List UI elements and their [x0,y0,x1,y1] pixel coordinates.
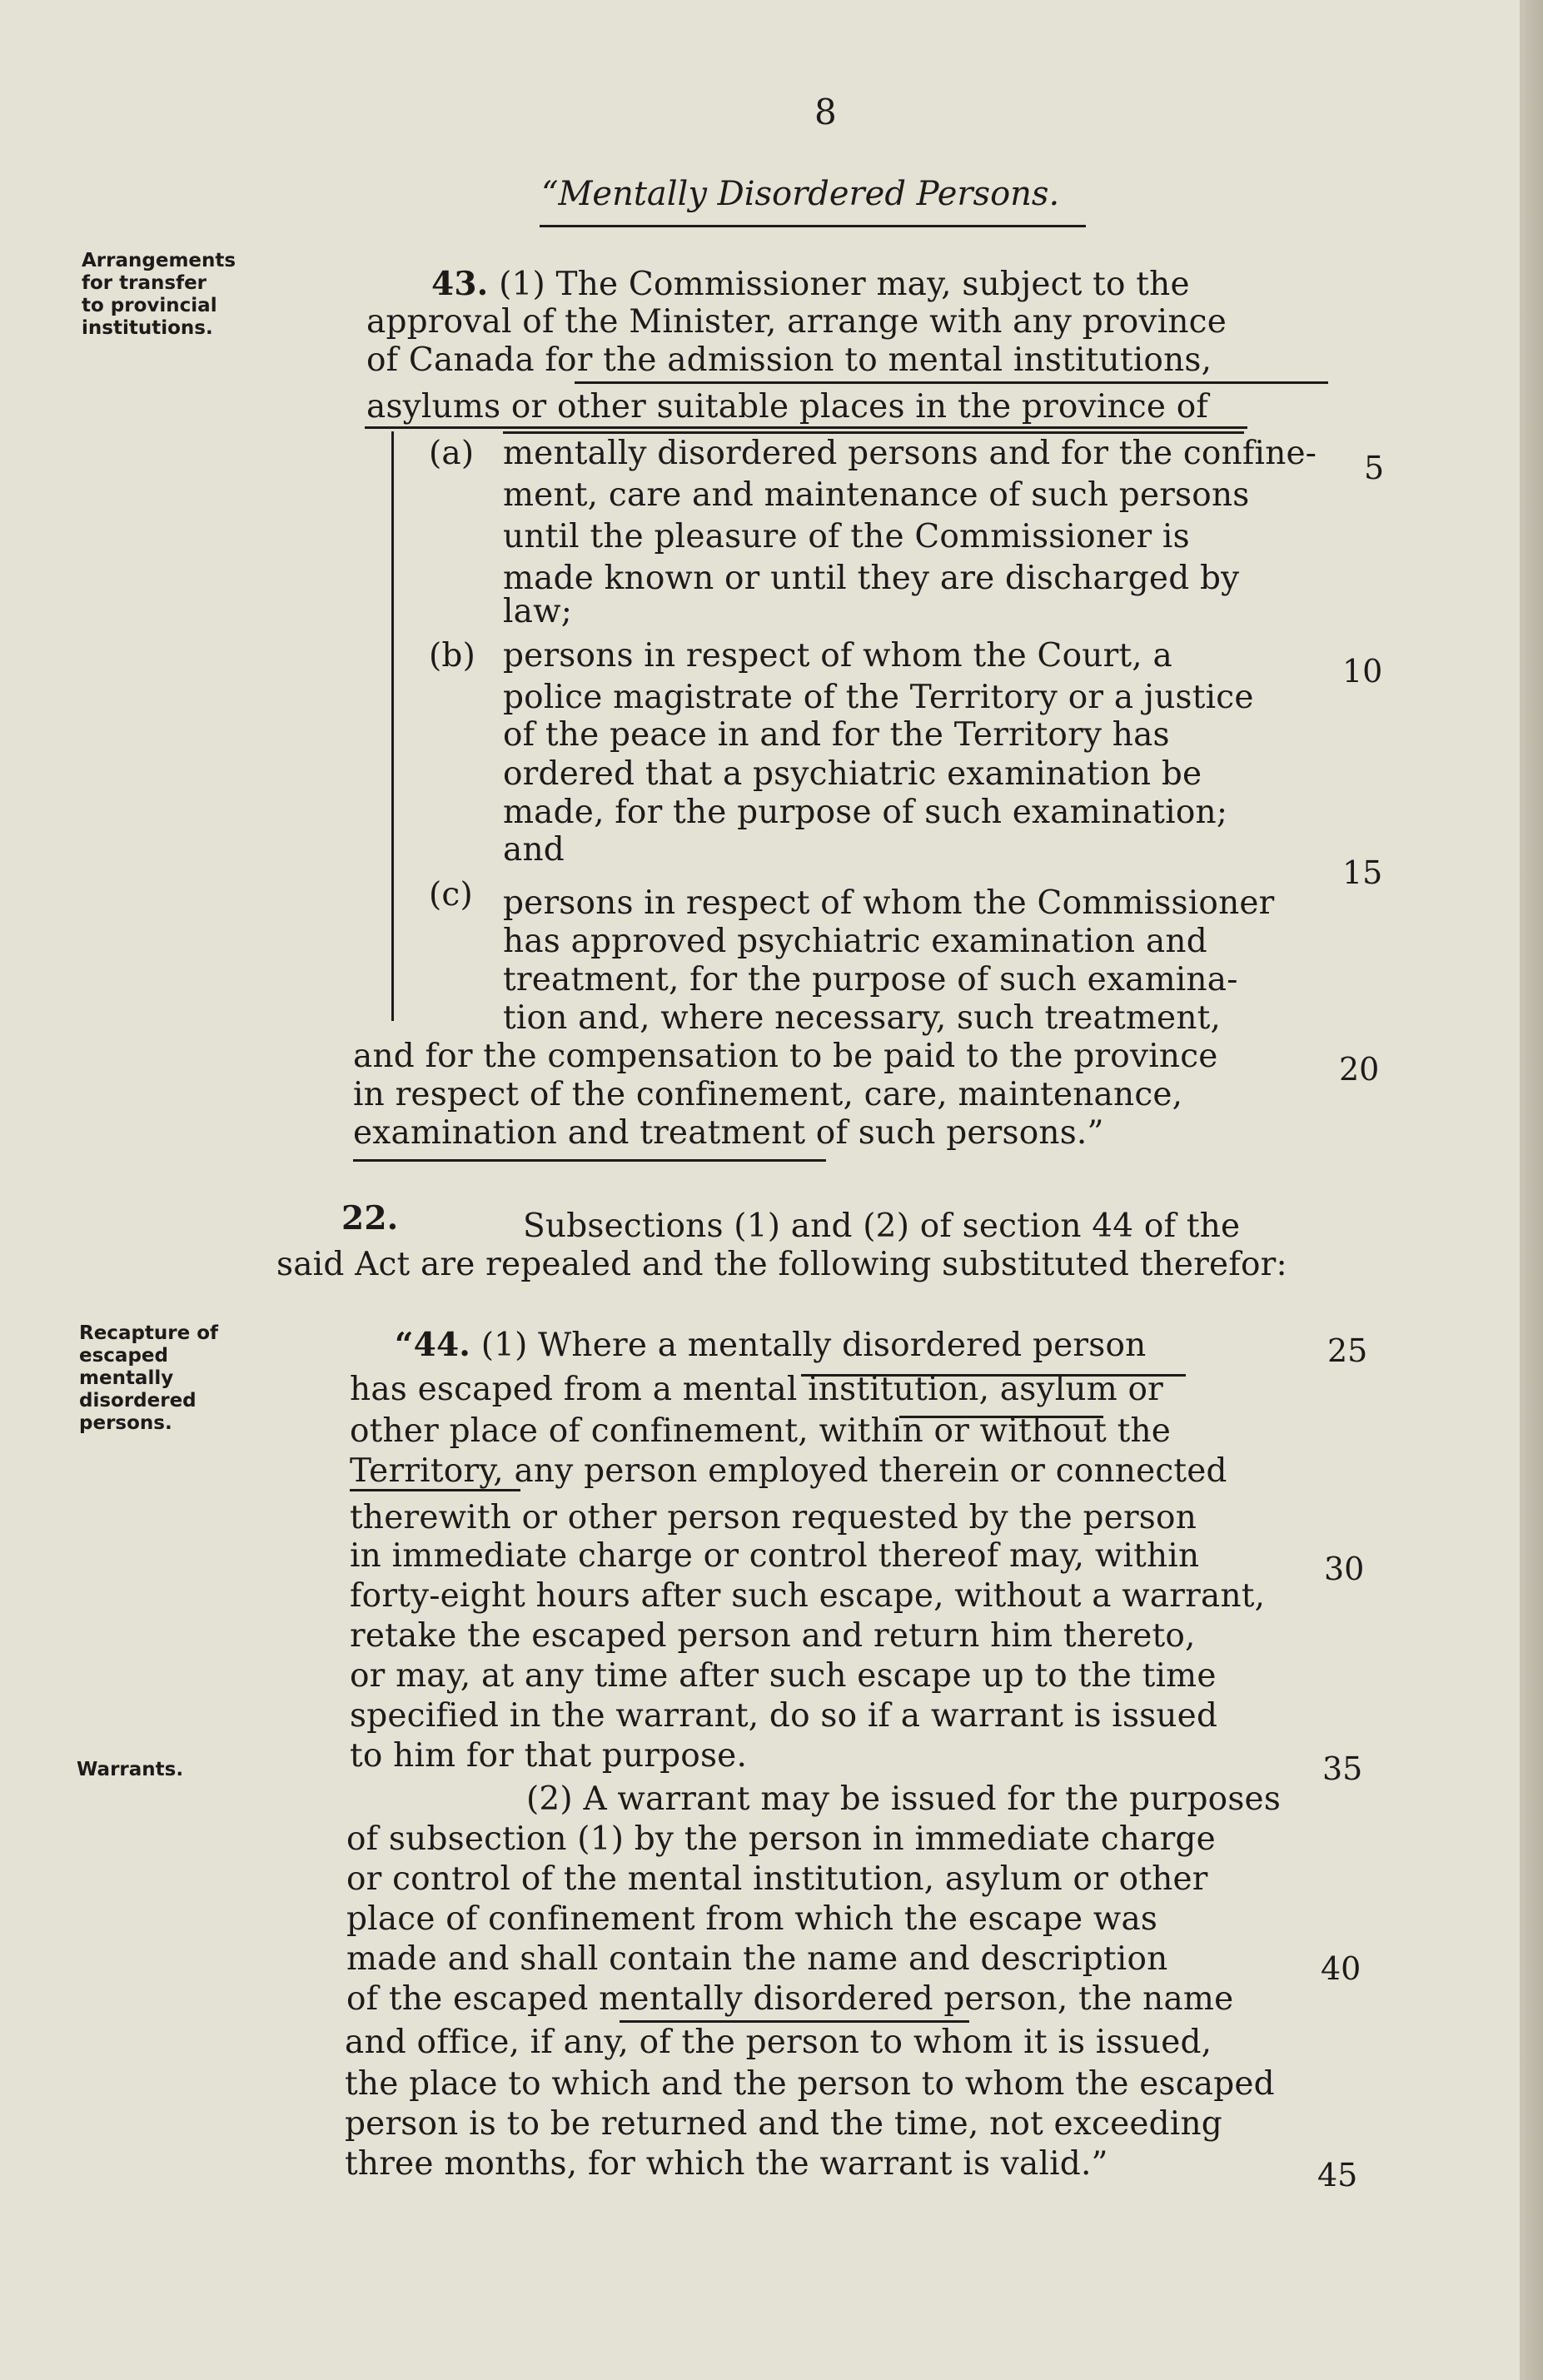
text-line: ordered that a psychiatric examination be [503,755,1202,793]
text-line: (2) A warrant may be issued for the purposes [526,1780,1282,1818]
text-line: in respect of the confinement, care, maintenance, [353,1076,1183,1113]
line-number: 15 [1342,854,1383,891]
text-line: police magistrate of the Territory or a justice [503,679,1254,716]
text-line: tion and, where necessary, such treatment, [503,999,1222,1037]
line-number: 35 [1322,1750,1363,1787]
text-line: treatment, for the purpose of such examina- [503,961,1238,998]
text-line: of Canada for the admission to mental institutions, [366,341,1212,379]
section-44-line: “44. (1) Where a mentally disordered person [395,1326,1147,1364]
section-number: 43. [431,265,489,303]
text-line: made known or until they are discharged by [503,560,1240,597]
text-line: of subsection (1) by the person in immediate charge [346,1820,1216,1858]
text-line: made, for the purpose of such examination; [503,794,1228,831]
text-line: therewith or other person requested by the person [350,1499,1197,1536]
text-line: to him for that purpose. [350,1737,748,1775]
line-number: 20 [1339,1051,1380,1088]
text-line: retake the escaped person and return him thereto, [350,1617,1196,1655]
text-line: or may, at any time after such escape up to the time [350,1657,1217,1695]
text-line: specified in the warrant, do so if a warrant is issued [350,1697,1218,1735]
text-line: law; [503,593,573,630]
section-43-line: 43. (1) The Commissioner may, subject to the [431,265,1190,303]
amendment-sidebar-line [391,431,394,1021]
amendment-underline [620,2020,969,2023]
section-number: 22. [341,1199,399,1237]
text-line: Subsections (1) and (2) of section 44 of the [523,1207,1241,1245]
text-line: person is to be returned and the time, not exceeding [345,2105,1222,2143]
text-line: Territory, any person employed therein or connected [350,1452,1227,1490]
heading-underline [540,225,1086,227]
text-line: has escaped from a mental institution, asylum or [350,1371,1164,1408]
item-label-b: (b) [429,637,475,675]
text-line: mentally disordered persons and for the confine- [503,435,1317,472]
line-number: 10 [1342,653,1383,690]
amendment-underline [353,1159,826,1162]
line-number: 45 [1317,2157,1358,2193]
page-edge [1520,0,1543,2380]
text-line: persons in respect of whom the Court, a [503,637,1172,675]
text-line: approval of the Minister, arrange with any province [366,303,1227,341]
amendment-underline [350,1489,520,1491]
line-number: 25 [1327,1332,1368,1369]
text-line: examination and treatment of such persons.” [353,1114,1104,1152]
amendment-underline [503,431,1244,434]
text-line: asylums or other suitable places in the province of [366,388,1209,426]
text-line: said Act are repealed and the following substituted therefor: [276,1246,1287,1283]
section-heading: “Mentally Disordered Persons. [541,175,1060,213]
text-line: made and shall contain the name and description [346,1940,1168,1978]
text-line: persons in respect of whom the Commissioner [503,884,1275,922]
line-number: 5 [1364,450,1385,486]
text-line: other place of confinement, within or without the [350,1412,1172,1450]
margin-note-recapture: Recapture of escaped mentally disordered persons. [79,1322,219,1434]
text-line: three months, for which the warrant is valid.” [345,2145,1108,2183]
margin-note-warrants: Warrants. [77,1759,184,1780]
amendment-underline [575,381,1328,384]
page-number: 8 [814,92,837,132]
text-line: of the escaped mentally disordered person, the name [346,1980,1234,2018]
text-line: and office, if any, of the person to whom it is issued, [345,2024,1212,2061]
text-line: has approved psychiatric examination and [503,923,1207,960]
text-line: in immediate charge or control thereof may, within [350,1537,1200,1575]
text-line: ment, care and maintenance of such persons [503,476,1250,514]
line-number: 40 [1321,1950,1361,1987]
text-line: of the peace in and for the Territory has [503,716,1170,754]
margin-note-transfer: Arrangements for transfer to provincial institutions. [82,250,236,339]
text-line: forty-eight hours after such escape, without a warrant, [350,1577,1266,1615]
text-line: and [503,831,565,869]
text-line: or control of the mental institution, asylum or other [346,1860,1208,1898]
item-label-c: (c) [429,876,473,914]
text-line: the place to which and the person to whom the escaped [345,2065,1275,2103]
text-line: and for the compensation to be paid to the province [353,1038,1218,1075]
line-number: 30 [1324,1551,1365,1587]
text-line: place of confinement from which the escape was [346,1900,1158,1938]
section-number: “44. [395,1326,471,1364]
text-line: until the pleasure of the Commissioner is [503,518,1190,555]
amendment-underline [365,426,1247,429]
item-label-a: (a) [429,435,475,472]
